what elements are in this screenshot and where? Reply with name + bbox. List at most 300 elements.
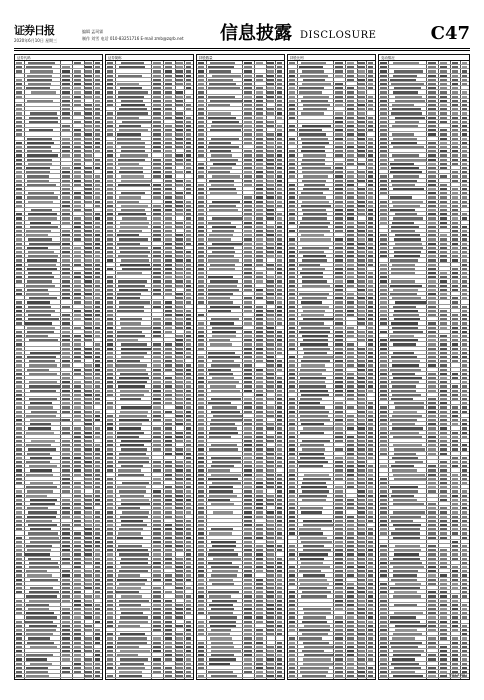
table-cell-text: [176, 612, 182, 614]
table-cell-text: [16, 83, 22, 85]
table-cell-text: [289, 524, 295, 526]
table-cell-text: [391, 356, 417, 358]
table-cell-text: [244, 532, 252, 534]
table-cell-text: [211, 566, 239, 568]
table-cell-text: [304, 184, 325, 186]
table-cell-text: [289, 629, 295, 631]
table-cell-text: [165, 600, 172, 602]
table-cell-text: [277, 654, 282, 656]
table-cell-text: [452, 196, 458, 198]
table-cell-text: [186, 251, 191, 253]
table-cell-text: [392, 154, 419, 156]
table-cell-text: [186, 297, 191, 299]
table-cell-text: [153, 318, 161, 320]
table-cell-text: [452, 222, 458, 224]
table-cell-text: [277, 532, 282, 534]
table-cell-text: [358, 301, 364, 303]
table-cell-text: [208, 562, 232, 564]
table-cell-text: [358, 87, 364, 89]
table-cell-text: [16, 335, 22, 337]
table-cell-text: [395, 117, 425, 119]
table-cell-text: [95, 453, 100, 455]
table-cell-text: [277, 154, 282, 156]
table-cell-text: [176, 184, 182, 186]
table-cell-text: [165, 390, 172, 392]
table-cell-text: [208, 553, 237, 555]
table-cell-text: [165, 238, 172, 240]
table-cell-text: [462, 419, 467, 421]
table-cell-text: [95, 138, 100, 140]
table-cell-text: [368, 108, 373, 110]
table-cell-text: [300, 671, 328, 673]
table-cell-text: [95, 133, 100, 135]
table-cell-text: [391, 495, 414, 497]
table-cell-text: [256, 461, 263, 463]
table-cell-text: [347, 243, 354, 245]
table-cell-text: [198, 259, 204, 261]
table-cell-text: [335, 478, 343, 480]
table-cell-text: [347, 621, 354, 623]
table-cell-text: [440, 335, 447, 337]
table-cell-text: [289, 507, 295, 509]
table-cell-text: [74, 297, 81, 299]
table-cell-text: [165, 289, 172, 291]
table-cell-text: [256, 112, 263, 114]
table-cell-text: [267, 595, 273, 597]
table-cell-text: [368, 612, 373, 614]
table-cell-text: [358, 595, 364, 597]
table-cell-text: [368, 478, 373, 480]
table-cell-text: [244, 159, 252, 161]
table-cell-text: [186, 184, 191, 186]
table-cell-text: [462, 402, 467, 404]
table-cell-text: [358, 558, 364, 560]
table-cell-text: [452, 96, 458, 98]
table-cell-text: [428, 201, 436, 203]
table-cell-text: [277, 411, 282, 413]
table-cell-text: [107, 486, 113, 488]
table-cell-text: [462, 234, 467, 236]
table-cell-text: [95, 331, 100, 333]
table-cell-text: [120, 398, 141, 400]
table-cell-text: [95, 196, 100, 198]
table-cell-text: [244, 117, 252, 119]
table-cell-text: [256, 507, 263, 509]
table-cell-text: [335, 96, 343, 98]
table-cell-text: [244, 633, 252, 635]
table-cell-text: [256, 331, 263, 333]
table-cell-text: [395, 100, 425, 102]
table-cell-text: [198, 507, 204, 509]
table-cell-text: [85, 192, 91, 194]
table-cell-text: [368, 591, 373, 593]
table-cell-text: [85, 604, 91, 606]
table-cell-text: [289, 272, 295, 274]
table-cell-text: [186, 339, 191, 341]
table-cell-text: [256, 79, 263, 81]
table-cell-text: [244, 566, 252, 568]
table-cell-text: [267, 314, 273, 316]
table-cell-text: [301, 327, 330, 329]
table-cell-text: [198, 343, 204, 345]
table-cell-text: [153, 117, 161, 119]
table-cell-text: [452, 507, 458, 509]
table-cell-text: [335, 100, 343, 102]
table-cell-text: [380, 545, 386, 547]
table-cell-text: [440, 343, 447, 345]
table-cell-text: [358, 478, 364, 480]
table-cell-text: [209, 373, 232, 375]
table-cell-text: [95, 259, 100, 261]
table-cell-text: [176, 360, 182, 362]
table-cell-text: [289, 406, 295, 408]
table-cell-text: [176, 616, 182, 618]
table-cell-text: [85, 629, 91, 631]
table-cell-text: [289, 583, 295, 585]
table-cell-text: [289, 83, 295, 85]
table-cell-text: [107, 369, 113, 371]
table-cell-text: [26, 486, 57, 488]
table-cell-text: [153, 226, 161, 228]
table-cell-text: [368, 264, 373, 266]
table-cell-text: [335, 285, 343, 287]
listing-rows: [288, 61, 375, 679]
table-cell-text: [209, 268, 235, 270]
table-cell-text: [25, 621, 52, 623]
table-cell-text: [358, 427, 364, 429]
table-cell-text: [165, 377, 172, 379]
table-cell-text: [198, 264, 204, 266]
table-cell-text: [462, 524, 467, 526]
table-cell-text: [244, 654, 252, 656]
table-cell-text: [153, 419, 161, 421]
table-cell-text: [153, 247, 161, 249]
table-cell-text: [208, 117, 236, 119]
table-cell-text: [153, 104, 161, 106]
table-cell-text: [335, 280, 343, 282]
table-cell-text: [244, 625, 252, 627]
table-cell-text: [335, 314, 343, 316]
table-cell-text: [368, 579, 373, 581]
table-cell-text: [85, 650, 91, 652]
table-cell-text: [198, 222, 204, 224]
table-cell-text: [277, 650, 282, 652]
table-cell-text: [358, 511, 364, 513]
table-cell-text: [244, 196, 252, 198]
table-cell-text: [289, 310, 295, 312]
table-cell-text: [303, 96, 329, 98]
table-cell-text: [16, 167, 22, 169]
table-cell-text: [256, 444, 263, 446]
table-cell-text: [347, 343, 354, 345]
table-cell-text: [256, 217, 263, 219]
table-cell-text: [198, 587, 204, 589]
table-cell-text: [165, 432, 172, 434]
table-cell-text: [368, 427, 373, 429]
table-cell-text: [452, 79, 458, 81]
table-cell-text: [301, 595, 328, 597]
table-cell-text: [347, 121, 354, 123]
table-cell-text: [440, 629, 447, 631]
page-number: C47: [430, 23, 470, 44]
table-cell-text: [428, 478, 436, 480]
table-cell-text: [380, 621, 386, 623]
table-cell-text: [428, 436, 436, 438]
table-cell-text: [165, 343, 172, 345]
table-cell-text: [462, 633, 467, 635]
table-cell-text: [335, 251, 343, 253]
table-cell-text: [176, 205, 182, 207]
table-cell-text: [428, 625, 436, 627]
table-cell-text: [277, 507, 282, 509]
table-cell-text: [62, 654, 70, 656]
table-cell-text: [347, 625, 354, 627]
table-cell-text: [198, 667, 204, 669]
table-cell-text: [85, 587, 91, 589]
table-cell-text: [209, 432, 238, 434]
table-cell-text: [347, 667, 354, 669]
table-cell-text: [153, 259, 161, 261]
table-cell-text: [153, 444, 161, 446]
table-cell-text: [119, 427, 140, 429]
table-cell-text: [452, 100, 458, 102]
table-cell-text: [380, 272, 386, 274]
table-cell-text: [335, 83, 343, 85]
table-cell-text: [62, 180, 70, 182]
table-cell-text: [395, 234, 420, 236]
table-cell-text: [368, 667, 373, 669]
table-cell-text: [368, 436, 373, 438]
table-cell-text: [462, 276, 467, 278]
table-cell-text: [368, 545, 373, 547]
table-cell-text: [244, 331, 252, 333]
table-cell-text: [256, 133, 263, 135]
table-cell-text: [198, 276, 204, 278]
table-cell-text: [347, 532, 354, 534]
table-cell-text: [391, 520, 413, 522]
table-cell-text: [95, 129, 100, 131]
table-cell-text: [289, 461, 295, 463]
table-cell-text: [121, 440, 152, 442]
table-cell-text: [462, 608, 467, 610]
table-cell-text: [119, 600, 150, 602]
table-cell-text: [256, 251, 263, 253]
table-cell-text: [267, 62, 273, 64]
table-cell-text: [277, 184, 282, 186]
table-cell-text: [74, 444, 81, 446]
table-cell-text: [120, 226, 148, 228]
table-cell-text: [267, 301, 273, 303]
table-cell-text: [335, 658, 343, 660]
table-cell-text: [95, 285, 100, 287]
table-cell-text: [62, 255, 70, 257]
table-cell-text: [107, 436, 113, 438]
table-cell-text: [95, 310, 100, 312]
table-cell-text: [74, 129, 81, 131]
table-cell-text: [244, 369, 252, 371]
table-cell-text: [62, 247, 70, 249]
table-cell-text: [368, 385, 373, 387]
table-cell-text: [277, 595, 282, 597]
table-cell-text: [428, 562, 436, 564]
table-cell-text: [74, 154, 81, 156]
table-cell-text: [267, 503, 273, 505]
table-cell-text: [62, 348, 70, 350]
table-cell-text: [244, 264, 252, 266]
table-cell-text: [74, 133, 81, 135]
table-cell-text: [302, 621, 327, 623]
table-cell-text: [176, 373, 182, 375]
table-cell-text: [358, 499, 364, 501]
table-cell-text: [267, 196, 273, 198]
table-cell-text: [165, 272, 172, 274]
table-cell-text: [62, 419, 70, 421]
table-cell-text: [440, 482, 447, 484]
table-cell-text: [30, 646, 57, 648]
table-cell-text: [119, 238, 149, 240]
table-cell-text: [347, 171, 354, 173]
table-cell-text: [462, 251, 467, 253]
table-cell-text: [85, 499, 91, 501]
table-cell-text: [267, 457, 273, 459]
table-cell-text: [358, 133, 364, 135]
table-cell-text: [289, 335, 295, 337]
table-cell-text: [440, 406, 447, 408]
table-cell-text: [244, 528, 252, 530]
table-cell-text: [117, 339, 138, 341]
table-cell-text: [16, 196, 22, 198]
table-cell-text: [368, 650, 373, 652]
table-cell-text: [368, 335, 373, 337]
table-cell-text: [440, 348, 447, 350]
table-cell-text: [208, 259, 239, 261]
table-cell-text: [277, 364, 282, 366]
table-cell-text: [347, 247, 354, 249]
table-cell-text: [95, 280, 100, 282]
table-cell-text: [300, 444, 324, 446]
table-cell-text: [165, 369, 172, 371]
table-cell-text: [244, 205, 252, 207]
table-cell-text: [85, 444, 91, 446]
table-cell-text: [391, 398, 413, 400]
table-cell-text: [107, 259, 113, 261]
table-cell-text: [95, 478, 100, 480]
table-cell-text: [186, 558, 191, 560]
table-cell-text: [176, 352, 182, 354]
table-cell-text: [256, 394, 263, 396]
table-cell-text: [16, 524, 22, 526]
table-cell-text: [186, 629, 191, 631]
table-cell-text: [62, 541, 70, 543]
table-cell-text: [368, 255, 373, 257]
table-cell-text: [74, 175, 81, 177]
table-cell-text: [302, 440, 330, 442]
table-cell-text: [277, 259, 282, 261]
table-cell-text: [267, 280, 273, 282]
table-cell-text: [118, 385, 146, 387]
table-cell-text: [277, 276, 282, 278]
table-cell-text: [380, 62, 386, 64]
table-cell-text: [335, 184, 343, 186]
table-cell-text: [176, 348, 182, 350]
table-cell-text: [440, 369, 447, 371]
table-cell-text: [267, 335, 273, 337]
table-cell-text: [462, 339, 467, 341]
table-cell-text: [440, 507, 447, 509]
table-cell-text: [335, 70, 343, 72]
table-cell-text: [208, 591, 239, 593]
table-cell-text: [208, 276, 234, 278]
table-cell-text: [347, 133, 354, 135]
table-cell-text: [95, 314, 100, 316]
table-cell-text: [368, 465, 373, 467]
table-cell-text: [368, 419, 373, 421]
table-cell-text: [74, 150, 81, 152]
table-cell-text: [16, 234, 22, 236]
table-cell-text: [95, 264, 100, 266]
table-cell-text: [335, 499, 343, 501]
table-cell-text: [198, 108, 204, 110]
table-cell-text: [380, 516, 386, 518]
table-cell-text: [85, 167, 91, 169]
table-cell-text: [27, 268, 58, 270]
table-cell-text: [335, 511, 343, 513]
table-cell-text: [176, 633, 182, 635]
table-cell-text: [462, 138, 467, 140]
table-cell-text: [301, 562, 323, 564]
table-cell-text: [347, 406, 354, 408]
table-cell-text: [107, 461, 113, 463]
table-cell-text: [121, 465, 144, 467]
table-cell-text: [380, 129, 386, 131]
table-cell-text: [380, 503, 386, 505]
table-cell-text: [428, 196, 436, 198]
table-cell-text: [335, 121, 343, 123]
table-cell-text: [85, 247, 91, 249]
table-cell-text: [289, 608, 295, 610]
table-cell-text: [277, 495, 282, 497]
table-cell-text: [277, 612, 282, 614]
table-cell-text: [358, 646, 364, 648]
table-cell-text: [267, 423, 273, 425]
table-cell-text: [289, 377, 295, 379]
table-cell-text: [198, 482, 204, 484]
table-cell-text: [153, 381, 161, 383]
table-cell-text: [29, 591, 58, 593]
table-cell-text: [347, 541, 354, 543]
table-cell-text: [300, 390, 327, 392]
table-cell-text: [462, 96, 467, 98]
table-cell-text: [62, 394, 70, 396]
table-cell-text: [256, 537, 263, 539]
table-cell-text: [29, 117, 58, 119]
table-cell-text: [289, 117, 295, 119]
table-cell-text: [62, 83, 70, 85]
table-cell-text: [335, 637, 343, 639]
table-cell-text: [368, 495, 373, 497]
table-cell-text: [347, 255, 354, 257]
table-cell-text: [120, 663, 145, 665]
table-cell-text: [95, 205, 100, 207]
table-cell-text: [30, 390, 57, 392]
table-cell-text: [95, 461, 100, 463]
table-cell-text: [107, 280, 113, 282]
table-cell-text: [198, 541, 204, 543]
table-cell-text: [62, 524, 70, 526]
table-cell-text: [120, 394, 144, 396]
table-cell-text: [186, 154, 191, 156]
table-cell-text: [119, 621, 147, 623]
